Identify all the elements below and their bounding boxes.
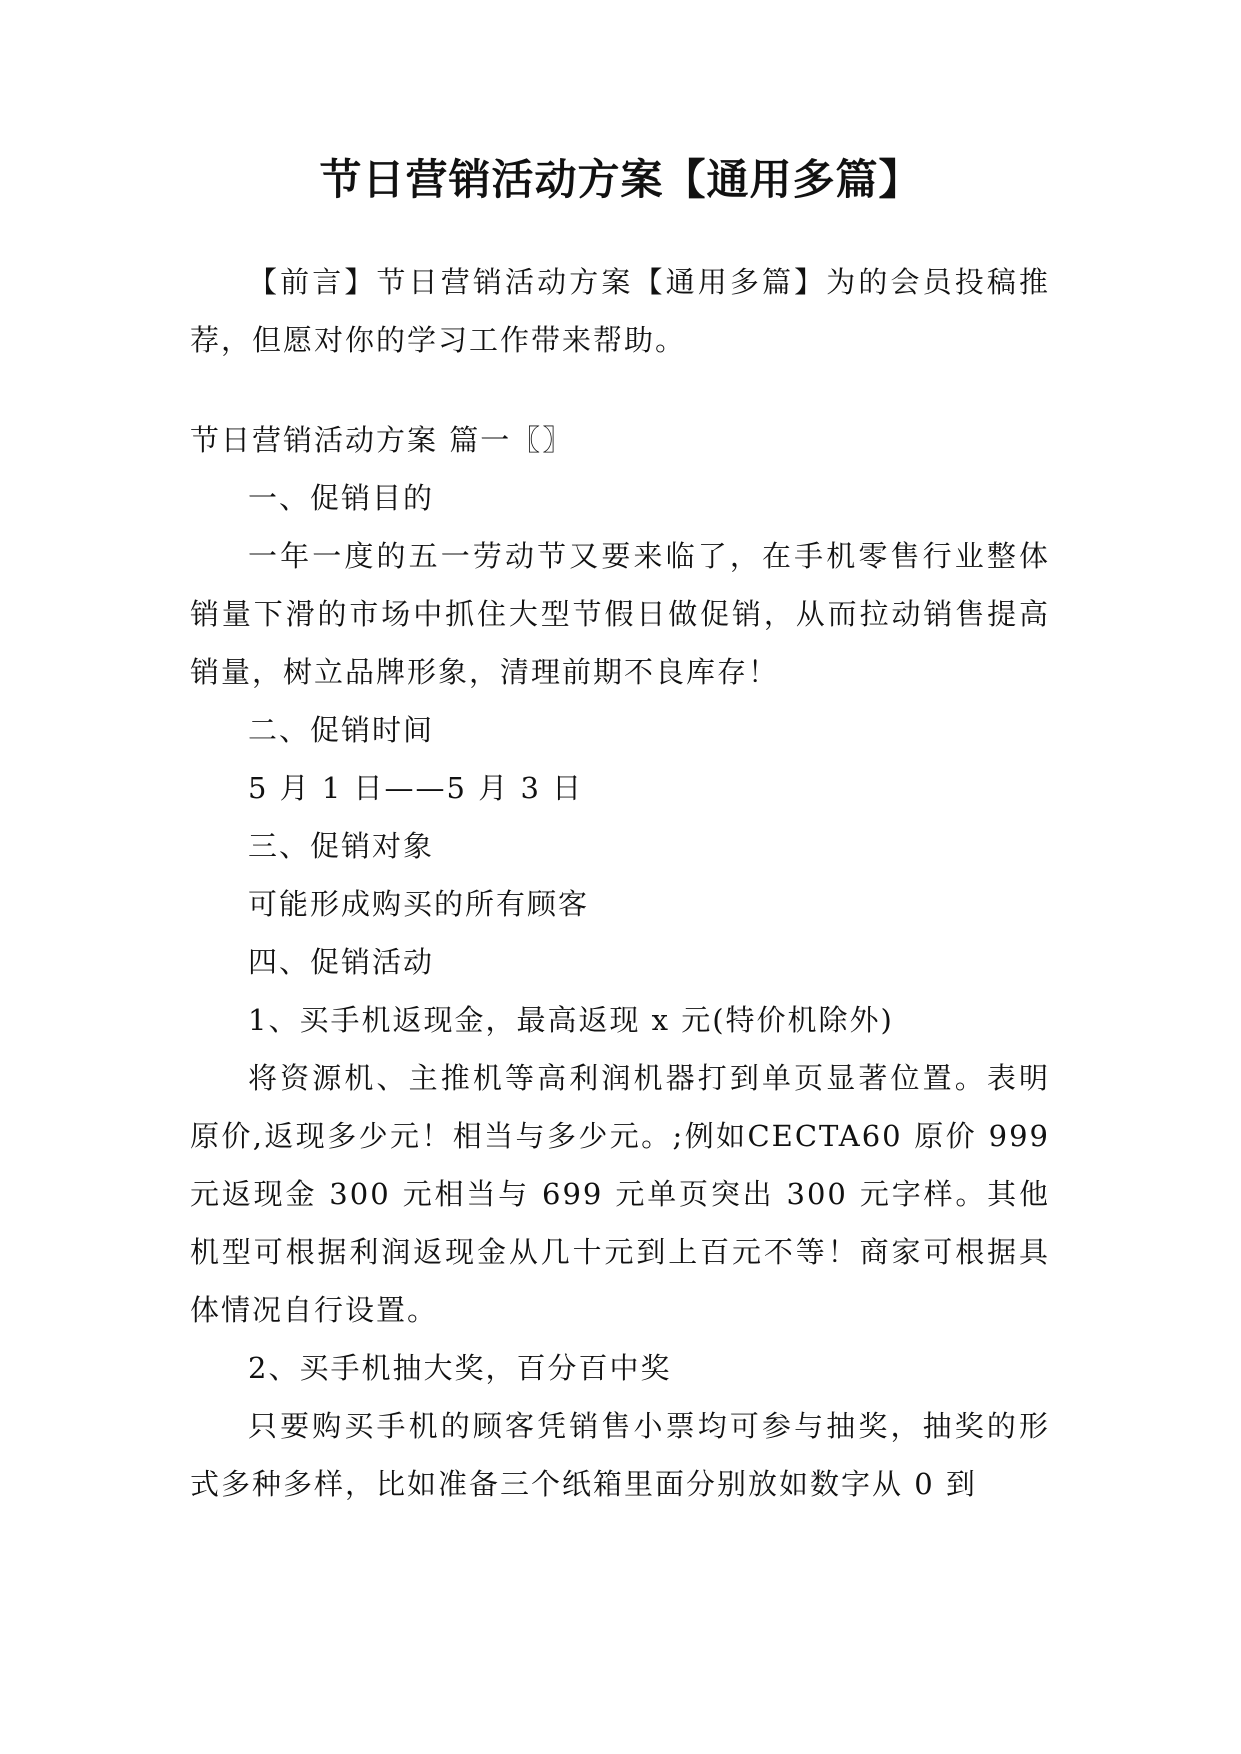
heading-time: 二、促销时间 bbox=[248, 713, 435, 747]
section-block bbox=[190, 411, 1050, 1513]
document-title: 节日营销活动方案【通用多篇】 bbox=[319, 155, 922, 204]
preface-paragraph: 【前言】节日营销活动方案【通用多篇】为的会员投稿推荐，但愿对你的学习工作带来帮助。 bbox=[190, 265, 1050, 357]
heading-activities: 四、促销活动 bbox=[248, 945, 435, 979]
activity-2-heading: 2、买手机抽大奖，百分百中奖 bbox=[248, 1351, 672, 1385]
preface-block bbox=[190, 253, 1050, 369]
paragraph-purpose: 一年一度的五一劳动节又要来临了，在手机零售行业整体销量下滑的市场中抓住大型节假日做促销，从而拉动销售提高销量，树立品牌形象，清理前期不良库存！ bbox=[190, 539, 1050, 689]
paragraph-target: 可能形成购买的所有顾客 bbox=[248, 887, 590, 921]
activity-1-paragraph: 将资源机、主推机等高利润机器打到单页显著位置。表明原价,返现多少元！相当与多少元。;例如CECTA60 原价 999 元返现金 300 元相当与 699 元单页突出 300 元字样。其他机型可根据利润返现金从几十元到上百元不等！商家可根据具体情况自行设置。 bbox=[190, 1061, 1050, 1327]
heading-purpose: 一、促销目的 bbox=[248, 481, 435, 515]
heading-target: 三、促销对象 bbox=[248, 829, 435, 863]
activity-2-paragraph: 只要购买手机的顾客凭销售小票均可参与抽奖，抽奖的形式多种多样，比如准备三个纸箱里面分别放如数字从 0 到 bbox=[190, 1409, 1050, 1501]
activity-1-heading: 1、买手机返现金，最高返现 x 元(特价机除外) bbox=[248, 1003, 894, 1037]
paragraph-time: 5 月 1 日——5 月 3 日 bbox=[248, 771, 584, 805]
section-heading: 节日营销活动方案 篇一〖〗 bbox=[190, 423, 574, 457]
